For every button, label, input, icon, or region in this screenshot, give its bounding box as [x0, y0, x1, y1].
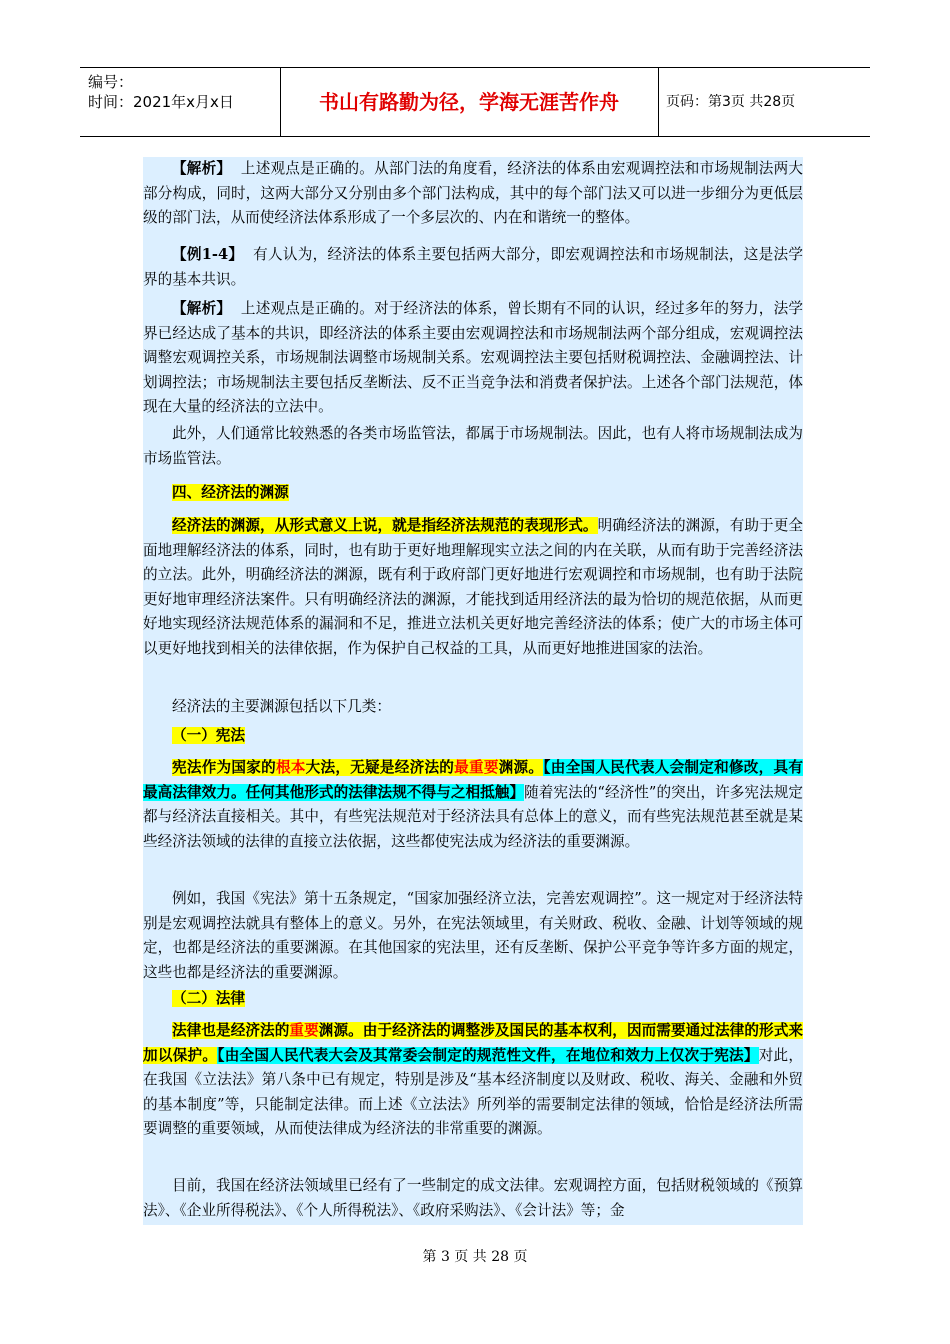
paragraph-current-laws	[143, 1174, 803, 1223]
paragraph-law	[143, 1019, 803, 1142]
subheading-text: （二）法律	[172, 990, 245, 1007]
paragraph-text: 上述观点是正确的。从部门法的角度看，经济法的体系由宏观调控法和市场规制法两大部分构成，同时，这两大部分又分别由多个部门法构成，其中的每个部门法又可以进一步细分为更低层级的部门法，从而使经济法体系形成了一个多层次的、内在和谐统一的整体。	[143, 160, 803, 226]
paragraph-example-1-4	[143, 243, 803, 292]
analysis-tag: 【解析】	[172, 160, 232, 177]
header-motto: 书山有路勤为径，学海无涯苦作舟	[319, 90, 619, 114]
paragraph-text: 明确经济法的渊源，有助于更全面地理解经济法的体系，同时，也有助于更好地理解现实立法之间的内在关联，从而有助于完善经济法的立法。此外，明确经济法的渊源，既有利于政府部门更好地进行宏观调控和市场规制，也有助于法院更好地审理经济法案件。只有明确经济法的渊源，才能找到适用经济法的最为恰切的规范依据，从而更好地实现经济法规范体系的漏洞和不足，推进立法机关更好地完善经济法的体系；使广大的市场主体可以更好地找到相关的法律依据，作为保护自己权益的工具，从而更好地推进国家的法治。	[143, 517, 803, 657]
header-meta	[80, 68, 280, 136]
page-header	[80, 67, 870, 137]
paragraph-market-supervision	[143, 422, 803, 471]
subheading-constitution	[143, 724, 803, 749]
header-page-info: 页码：第3页 共28页	[666, 94, 796, 110]
paragraph-text: 对此，在我国《立法法》第八条中已有规定，特别是涉及“基本经济制度以及财政、税收、海关、金融和外贸的基本制度”等，只能制定法律。而上述《立法法》所列举的需要制定法律的领域，恰恰是经济法所需要调整的重要领域，从而使法律成为经济法的非常重要的渊源。	[143, 1046, 803, 1137]
text-run: 宪法作为国家的	[172, 759, 276, 776]
paragraph-text: 上述观点是正确的。对于经济法的体系，曾长期有不同的认识，经过多年的努力，法学界已经达成了基本的共识，即经济法的体系主要由宏观调控法和市场规制法两个部分组成，宏观调控法调整宏观调控关系，市场规制法调整市场规制关系。宏观调控法主要包括财税调控法、金融调控法、计划调控法；市场规制法主要包括反垄断法、反不正当竞争法和消费者保护法。上述各个部门法规范，体现在大量的经济法的立法中。	[143, 300, 803, 415]
paragraph-text: 经济法的主要渊源包括以下几类：	[172, 698, 391, 715]
red-text: 根本	[275, 759, 306, 776]
cyan-note: 【由全国人民代表人会制定和修改，具有最高法律效力。任何其他形式的法律法规不得与之相抵触】	[143, 759, 803, 801]
text-run: 大法，无疑是经济法的	[305, 759, 455, 776]
subheading-law	[143, 987, 803, 1012]
cyan-note: 【由全国人民代表大会及其常委会制定的规范性文件，在地位和效力上仅次于宪法】	[217, 1046, 759, 1064]
paragraph-text: 随着宪法的“经济性”的突出，许多宪法规定都与经济法直接相关。其中，有些宪法规范对于经济法具有总体上的意义，而有些宪法规范甚至就是某些经济法领域的法律的直接立法依据，这些都使宪法成为经济法的重要渊源。	[143, 783, 803, 850]
paragraph-text: 有人认为，经济法的体系主要包括两大部分，即宏观调控法和市场规制法，这是法学界的基本共识。	[143, 246, 803, 288]
paragraph-sources-definition	[143, 514, 803, 661]
date-label: 时间：2021年x月x日	[88, 93, 234, 111]
section-heading-4	[143, 481, 803, 506]
highlighted-text: 经济法的渊源，从形式意义上说，就是指经济法规范的表现形式。	[172, 517, 598, 534]
paragraph-text: 例如，我国《宪法》第十五条规定，“国家加强经济立法，完善宏观调控”。这一规定对于经济法特别是宏观调控法就具有整体上的意义。另外，在宪法领域里，有关财政、税收、金融、计划等领域的规定，也都是经济法的重要渊源。在其他国家的宪法里，还有反垄断、保护公平竞争等许多方面的规定，这些也都是经济法的重要渊源。	[143, 890, 803, 981]
paragraph-constitution	[143, 756, 803, 854]
paragraph-text: 目前，我国在经济法领域里已经有了一些制定的成文法律。宏观调控方面，包括财税领域的《预算法》、《企业所得税法》、《个人所得税法》、《政府采购法》、《会计法》等；金	[143, 1177, 803, 1219]
page-footer: 第 3 页 共 28 页	[422, 1249, 528, 1265]
highlighted-text	[172, 759, 543, 776]
heading-text: 四、经济法的渊源	[172, 484, 289, 501]
subheading-text: （一）宪法	[172, 727, 245, 744]
analysis-tag: 【解析】	[172, 300, 232, 317]
paragraph-analysis-2	[143, 297, 803, 420]
paragraph-text: 此外，人们通常比较熟悉的各类市场监管法，都属于市场规制法。因此，也有人将市场规制法成为市场监管法。	[143, 425, 803, 467]
paragraph-analysis-1	[143, 157, 803, 231]
paragraph-sources-intro	[143, 695, 803, 720]
example-tag: 【例1-4】	[172, 246, 244, 263]
document-body	[143, 157, 803, 1225]
red-text: 最重要	[454, 759, 499, 776]
paragraph-constitution-example	[143, 887, 803, 985]
red-text: 重要	[289, 1022, 319, 1039]
text-run: 渊源。	[498, 759, 544, 776]
text-run: 渊源。由于经济法的调整涉及国民的基本权利，因而需要通过法律的形式来加以保护。	[143, 1022, 803, 1064]
text-run: 法律也是经济法的	[172, 1022, 290, 1039]
number-label: 编号：	[88, 73, 134, 91]
